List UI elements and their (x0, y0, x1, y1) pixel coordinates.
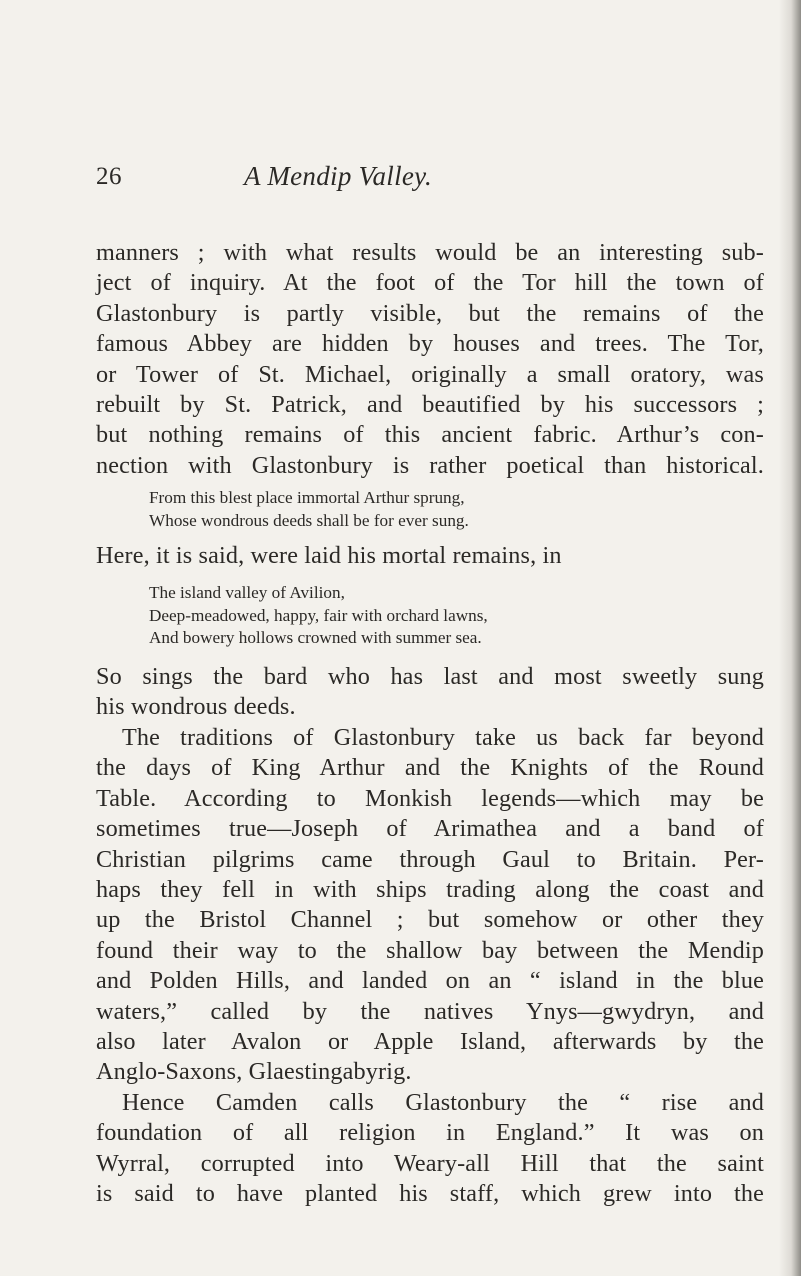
verse-line: Whose wondrous deeds shall be for ever sung. (149, 510, 469, 530)
text-line: Table. According to Monkish legends—which may be (96, 784, 764, 812)
text-line: but nothing remains of this ancient fabric. Arthur’s con- (96, 421, 764, 449)
text-line: Hence Camden calls Glastonbury the “ rise and (122, 1089, 764, 1116)
text-line: or Tower of St. Michael, originally a small oratory, was (96, 360, 764, 388)
text-line: the days of King Arthur and the Knights of the Round (96, 754, 764, 782)
text-line: and Polden Hills, and landed on an “ island in the blue (96, 967, 764, 995)
text-line: found their way to the shallow bay between the Mendip (96, 936, 764, 964)
text-line: haps they fell in with ships trading along the coast and (96, 876, 764, 904)
text-line: Wyrral, corrupted into Weary-all Hill that the saint (96, 1149, 764, 1177)
verse-quote-2 (149, 582, 488, 650)
page-edge-shadow (779, 0, 801, 1276)
text-line: Anglo-Saxons, Glaestingabyrig. (96, 1058, 412, 1086)
text-line: ject of inquiry. At the foot of the Tor hill the town of (96, 269, 764, 297)
paragraph-5 (96, 1088, 764, 1210)
text-line: also later Avalon or Apple Island, afterwards by the (96, 1028, 764, 1056)
page-number: 26 (96, 163, 122, 190)
text-line: The traditions of Glastonbury take us back far beyond (122, 724, 764, 751)
text-line: up the Bristol Channel ; but somehow or other they (96, 906, 764, 934)
text-line: Here, it is said, were laid his mortal remains, in (96, 542, 562, 569)
verse-line: Deep-meadowed, happy, fair with orchard lawns, (149, 605, 488, 625)
verse-line: From this blest place immortal Arthur sprung, (149, 488, 465, 507)
text-line: nection with Glastonbury is rather poetical than historical. (96, 451, 764, 479)
paragraph-4 (96, 723, 764, 1088)
paragraph-3 (96, 662, 764, 723)
page-header (96, 163, 736, 203)
text-line: Christian pilgrims came through Gaul to Britain. Per- (96, 845, 764, 873)
text-line: foundation of all religion in England.” It was on (96, 1119, 764, 1147)
text-line: is said to have planted his staff, which grew into the (96, 1180, 764, 1208)
text-line: rebuilt by St. Patrick, and beautified by his successors ; (96, 391, 764, 419)
text-line: his wondrous deeds. (96, 693, 296, 721)
verse-quote-1 (149, 487, 469, 532)
running-title: A Mendip Valley. (244, 161, 433, 191)
text-line: So sings the bard who has last and most sweetly sung (96, 663, 764, 690)
text-line: sometimes true—Joseph of Arimathea and a band of (96, 815, 764, 843)
verse-line: The island valley of Avilion, (149, 583, 345, 602)
paragraph-2 (96, 541, 626, 571)
paragraph-1 (96, 238, 764, 481)
text-line: waters,” called by the natives Ynys—gwydryn, and (96, 997, 764, 1025)
text-line: famous Abbey are hidden by houses and trees. The Tor, (96, 330, 764, 358)
verse-line: And bowery hollows crowned with summer sea. (149, 628, 482, 647)
text-line: Glastonbury is partly visible, but the remains of the (96, 299, 764, 327)
text-line: manners ; with what results would be an interesting sub- (96, 239, 764, 266)
